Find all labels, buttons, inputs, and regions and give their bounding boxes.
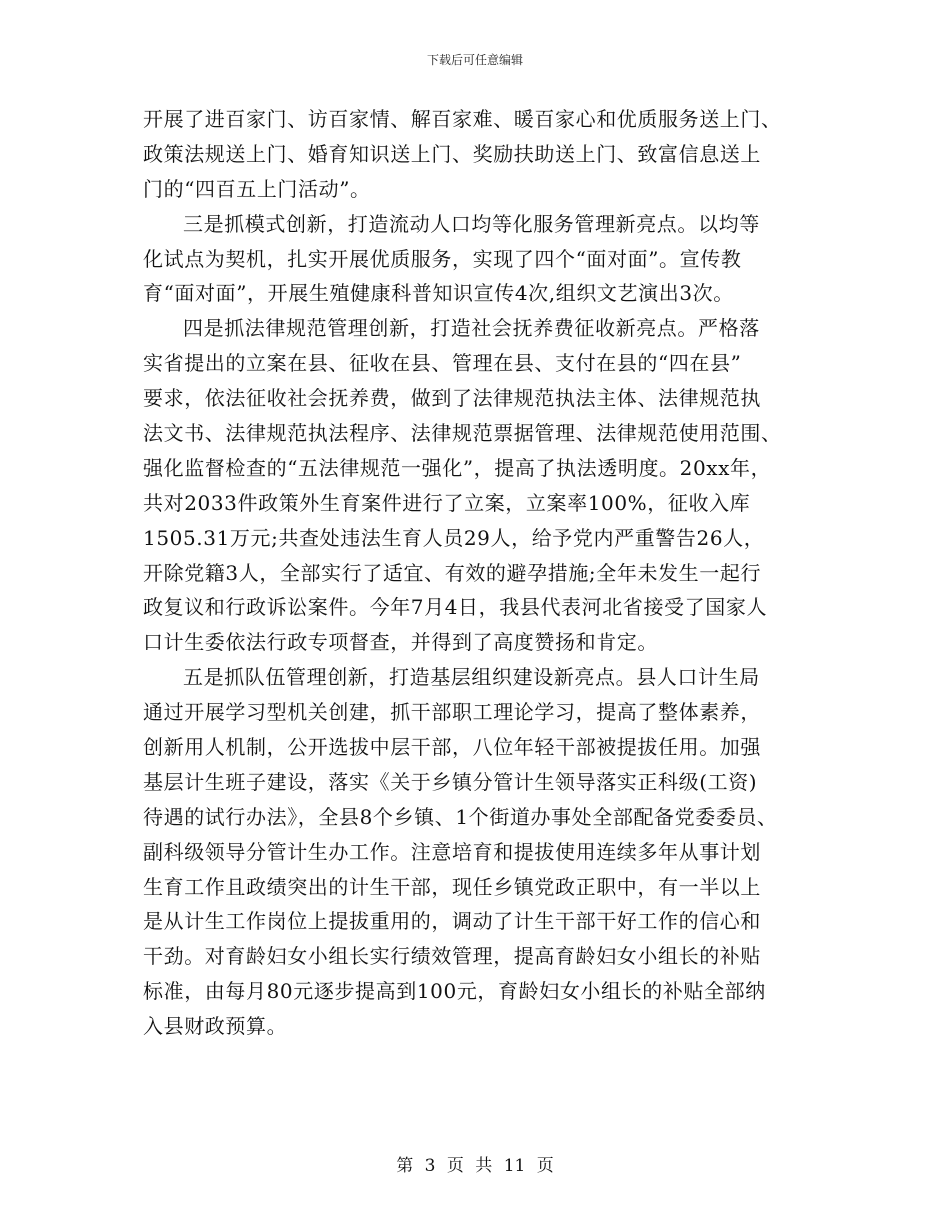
text-line: 政复议和行政诉讼案件。今年7月4日，我县代表河北省接受了国家人 xyxy=(143,595,768,620)
text-line: 实省提出的立案在县、征收在县、管理在县、支付在县的“四在县” xyxy=(143,351,742,376)
text-line: 强化监督检查的“五法律规范一强化”，提高了执法透明度。20xx年， xyxy=(143,455,772,480)
page-number-footer: 第 3 页 共 11 页 xyxy=(396,1156,554,1176)
text-line: 法文书、法律规范执法程序、法律规范票据管理、法律规范使用范围、 xyxy=(143,421,782,446)
text-line: 开展了进百家门、访百家情、解百家难、暖百家心和优质服务送上门、 xyxy=(143,107,782,131)
text-line: 生育工作且政绩突出的计生干部，现任乡镇党政正职中，有一半以上 xyxy=(143,874,761,899)
text-line: 政策法规送上门、婚育知识送上门、奖励扶助送上门、致富信息送上 xyxy=(143,141,761,166)
text-line: 是从计生工作岗位上提拔重用的，调动了计生干部干好工作的信心和 xyxy=(143,909,761,934)
page-header: 下载后可任意编辑 xyxy=(426,53,523,67)
text-line: 创新用人机制，公开选拔中层干部，八位年轻干部被提拔任用。加强 xyxy=(143,735,761,760)
paragraph-start-line: 四是抓法律规范管理创新，打造社会抚养费征收新亮点。严格落 xyxy=(183,316,760,341)
text-line: 育“面对面”，开展生殖健康科普知识宣传4次,组织文艺演出3次。 xyxy=(143,281,734,306)
text-line: 通过开展学习型机关创建，抓干部职工理论学习，提高了整体素养， xyxy=(143,700,761,725)
text-line: 入县财政预算。 xyxy=(143,1014,288,1039)
paragraph-start-line: 三是抓模式创新，打造流动人口均等化服务管理新亮点。以均等 xyxy=(183,211,760,236)
text-line: 共对2033件政策外生育案件进行了立案，立案率100%，征收入库 xyxy=(143,490,751,515)
text-line: 要求，依法征收社会抚养费，做到了法律规范执法主体、法律规范执 xyxy=(143,386,761,411)
text-line: 1505.31万元;共查处违法生育人员29人，给予党内严重警告26人， xyxy=(143,525,765,550)
text-line: 干劲。对育龄妇女小组长实行绩效管理，提高育龄妇女小组长的补贴 xyxy=(143,944,761,969)
document-body xyxy=(143,102,823,1044)
text-line: 标准，由每月80元逐步提高到100元，育龄妇女小组长的补贴全部纳 xyxy=(143,979,766,1004)
text-line: 门的“四百五上门活动”。 xyxy=(143,176,371,201)
text-line: 待遇的试行办法》，全县8个乡镇、1个街道办事处全部配备党委委员、 xyxy=(143,804,778,829)
text-line: 开除党籍3人，全部实行了适宜、有效的避孕措施;全年未发生一起行 xyxy=(143,560,762,585)
text-line: 口计生委依法行政专项督查，并得到了高度赞扬和肯定。 xyxy=(143,630,658,655)
paragraph-start-line: 五是抓队伍管理创新，打造基层组织建设新亮点。县人口计生局 xyxy=(183,665,760,690)
text-line: 化试点为契机，扎实开展优质服务，实现了四个“面对面”。宣传教 xyxy=(143,246,742,271)
text-line: 基层计生班子建设，落实《关于乡镇分管计生领导落实正科级(工资) xyxy=(143,769,758,794)
text-line: 副科级领导分管计生办工作。注意培育和提拔使用连续多年从事计划 xyxy=(143,839,761,864)
